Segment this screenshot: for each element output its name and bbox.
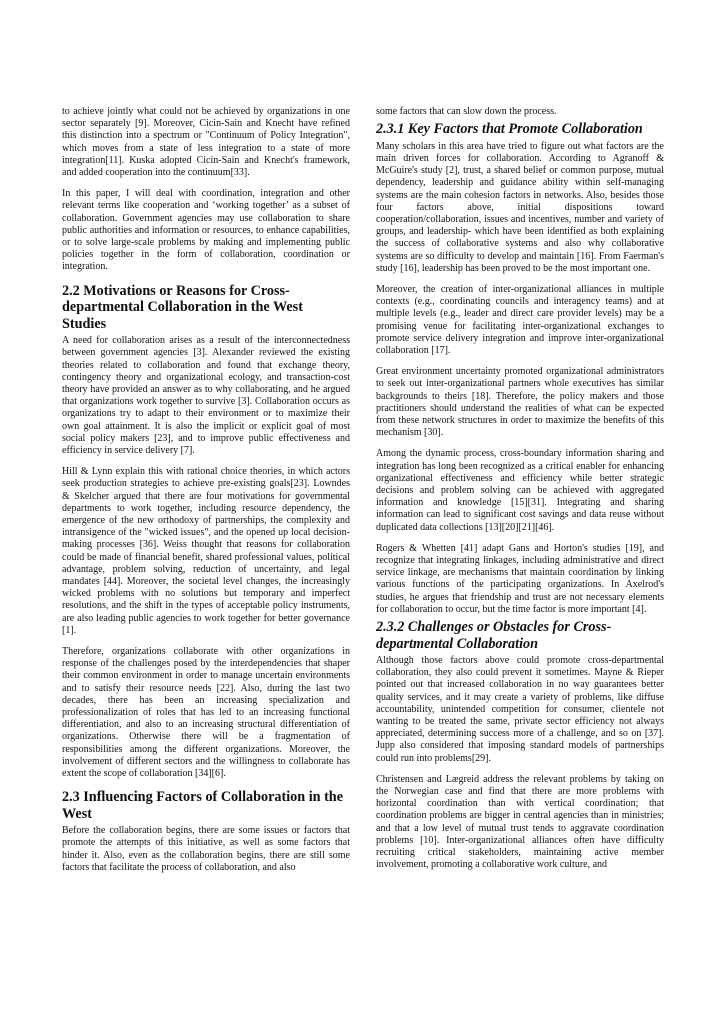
right-column xyxy=(376,106,664,880)
section-heading-2-3: 2.3 Influencing Factors of Collaboration in the West xyxy=(62,789,343,822)
paragraph: Great environment uncertainty promoted organizational administrators to seek out inter-organizational partners whole executives has similar backgrounds to theirs [18]. Therefore, the policy makers and those practitioners should understand the realities of what can be expected from these network structures in order to maximize the benefits of this mechanism [30]. xyxy=(376,366,664,439)
paragraph: A need for collaboration arises as a result of the interconnectedness between government agencies [3]. Alexander reviewed the existing theories related to collaboration and found that exchange theory, contingency theory and organizational ecology, and transaction-cost theory have provided an answer as to why collaborating, and he argued that organizations work together to survive [3]. Collaboration occurs as organizations try to adapt to their environment or to maximize their own goal attainment. It is also the implicit or explicit goal of most social policy makers [23], and to improve public effectiveness and efficiency in service delivery [7]. xyxy=(62,335,350,456)
paragraph: Although those factors above could promote cross-departmental collaboration, they also could prevent it sometimes. Mayne & Rieper pointed out that increased collaboration in no way guarantees better quality services, and it may create a variety of problems, like diffuse accountability, unintended competition for consumer, clientele not wanting to be treated the same, private sector efficiency not always appreciated, determining success more of a challenge, and so on [37]. Jupp also considered that imposing standard models of partnerships could run into problems[29]. xyxy=(376,655,664,764)
paragraph: Among the dynamic process, cross-boundary information sharing and integration has long been recognized as a critical enabler for enhancing organizational effectiveness and efficiency while better strategic decisions and problem solving can be achieved with aggregated information and knowledge [15][31]. Integrating and sharing information can lead to significant cost savings and data reuse without duplicated data collections [13][20][21][46]. xyxy=(376,448,664,533)
subsection-heading-2-3-1: 2.3.1 Key Factors that Promote Collaboration xyxy=(376,121,643,138)
left-column xyxy=(62,106,350,883)
subsection-heading-2-3-2: 2.3.2 Challenges or Obstacles for Cross-departmental Collaboration xyxy=(376,619,612,652)
paragraph: Many scholars in this area have tried to figure out what factors are the main driven forces for collaboration. According to Agranoff & McGuire's study [2], trust, a shared belief or common purpose, mutual dependency, leadership and guidance ability within self-managing systems are the main cohesion factors in networks. Also, besides those four factors above, initial dispositions toward cooperation/collaboration, issues and incentives, number and variety of groups, and leadership- which have been identified as both explaining the success of collaborative systems and also why collaborative systems are so difficulty to develop and maintain [16]. From Faerman's study [16], leadership has been proved to be the most important one. xyxy=(376,140,664,274)
paragraph: In this paper, I will deal with coordination, integration and other relevant terms like cooperation and ‘working together’ as a subset of collaboration. Government agencies may use collaboration to share public authorities and information or resources, to enhance capabilities, or to solve large-scale problems by making and implementing public policies together in the form of collaboration, coordination or integration. xyxy=(62,188,350,273)
paragraph: to achieve jointly what could not be achieved by organizations in one sector separately [9]. Moreover, Cicin-Sain and Knecht have refined this distinction into a spectrum or "Continuum of Policy Integration", which moves from a state of less integration to a state of more integration[11]. Kuska adopted Cicin-Sain and Knecht's framework, and added cooperation into the continuum[33]. xyxy=(62,106,350,179)
paragraph: Christensen and Lægreid address the relevant problems by taking on the Norwegian case and find that there are more problems with horizontal coordination than with vertical coordination; that coordination problems are bigger in central agencies than in ministries; and that a low level of mutual trust tends to aggravate coordination problems [10]. Inter-organizational alliances often have difficulty recruiting critical stakeholders, maintaining active member involvement, promoting a collaborative work culture, and xyxy=(376,773,664,871)
paragraph: Rogers & Whetten [41] adapt Gans and Horton's studies [19], and recognize that integrating linkages, including administrative and direct service linkage, are mechanisms that maintain coordination by linking various functions of the participating organizations. In Axelrod's studies, he argues that friendship and trust are not necessary elements for collaboration to occur, but the time factor is more important [4]. xyxy=(376,542,664,615)
paragraph: Moreover, the creation of inter-organizational alliances in multiple contexts (e.g., coordinating councils and interagency teams) and at multiple levels (e.g., leader and direct care provider levels) may be a promising venue for facilitating inter-organizational exchanges to promote service delivery integration and improve inter-organizational collaboration [17]. xyxy=(376,283,664,356)
paragraph: Therefore, organizations collaborate with other organizations in response of the challenges posed by the interdependencies that shaper their common environment in order to manage uncertain environments and to satisfy their resource needs [22]. Also, during the last two decades, there has been an increasing specialization and professionalization of roles that has led to an increasing functional differentiation, and also to an increasing structural differentiation of organizations. Otherwise there will be a fragmentation of responsibilities among the different organizations. Moreover, the involvement of different sectors and the willingness to collaborate has extent the scope of collaboration [34][6]. xyxy=(62,646,350,780)
section-heading-2-2: 2.2 Motivations or Reasons for Cross-departmental Collaboration in the West Studies xyxy=(62,282,303,332)
paragraph: some factors that can slow down the process. xyxy=(376,106,557,117)
paragraph: Before the collaboration begins, there are some issues or factors that promote the attempts of this initiative, as well as some factors that hinder it. Also, even as the collaboration begins, there are still some factors that facilitate the process of collaboration, and also xyxy=(62,825,350,873)
paragraph: Hill & Lynn explain this with rational choice theories, in which actors seek production strategies to achieve pre-existing goals[23]. Lowndes & Skelcher argued that there are four motivations for governmental departments to work together, including resource dependency, the emergence of the new orthodoxy of partnerships, the complexity and intransigence of the "wicked issues", and the opened up local decision-making processes [36]. Weiss thought that reasons for collaboration could be made of financial benefit, shared professional values, political advantage, problem solving, reduction of uncertainty, and legal mandates [44]. Moreover, the societal level changes, the increasingly wicked problems with no solutions but temporary and imperfect resolutions, and the shift in the types of acceptable policy instruments, are also leading public agencies to work together for better governance [1]. xyxy=(62,466,350,636)
